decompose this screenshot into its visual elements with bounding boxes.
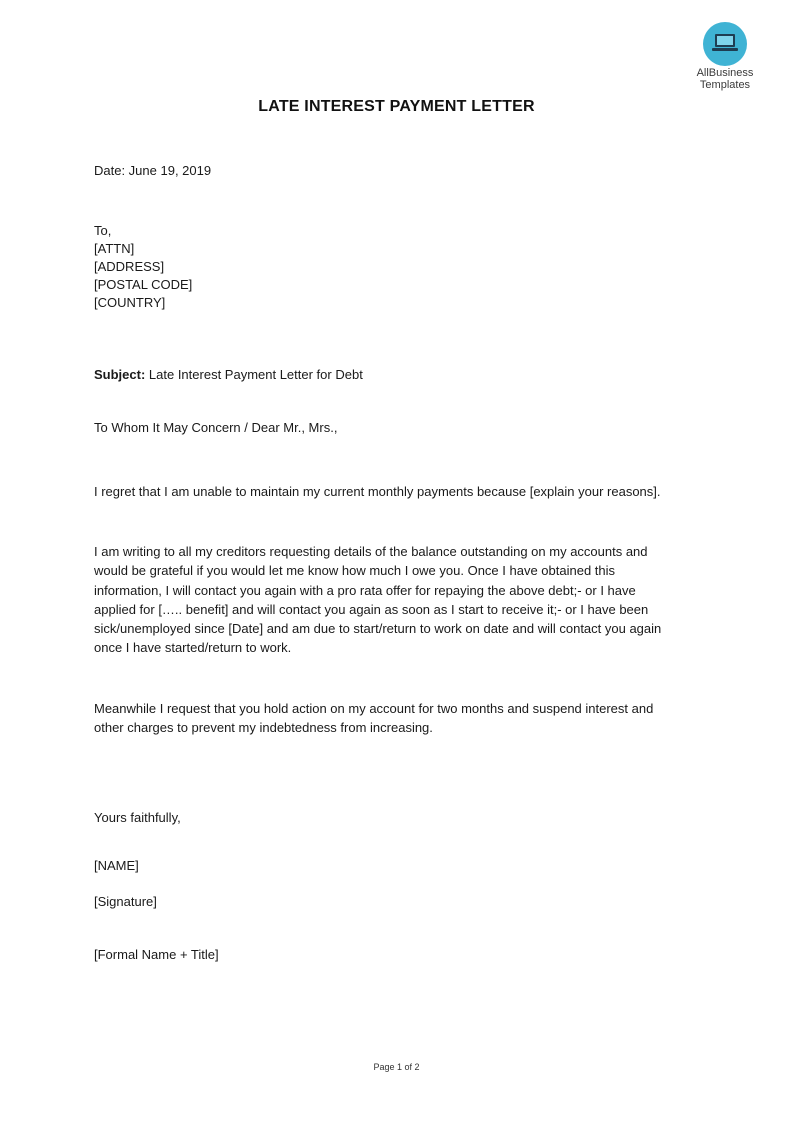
allbusiness-templates-logo — [690, 22, 760, 91]
signature-placeholder: [Signature] — [94, 894, 157, 909]
paragraph-2-line: information, I will contact you again with a pro rata offer for repaying the above debt;- or I have — [94, 582, 636, 598]
laptop-icon — [712, 33, 738, 53]
sender-name: [NAME] — [94, 858, 139, 873]
recipient-address: [ADDRESS] — [94, 259, 165, 274]
recipient-to: To, — [94, 223, 112, 238]
letter-date: Date: June 19, 2019 — [94, 163, 212, 178]
page-number: Page 1 of 2 — [373, 1062, 420, 1072]
paragraph-2-line: sick/unemployed since [Date] and am due to start/return to work on date and will contact you again — [94, 621, 662, 637]
subject-text: Late Interest Payment Letter for Debt — [145, 367, 363, 382]
paragraph-3-line: other charges to prevent my indebtedness from increasing. — [94, 720, 433, 736]
paragraph-3-line: Meanwhile I request that you hold action on my account for two months and suspend interest and — [94, 701, 654, 716]
logo-badge — [703, 22, 747, 66]
paragraph-2-line: would be grateful if you would let me know how much I owe you. Once I have obtained this — [94, 563, 616, 579]
recipient-postal-code: [POSTAL CODE] — [94, 277, 193, 292]
salutation: To Whom It May Concern / Dear Mr., Mrs., — [94, 420, 338, 435]
paragraph-2-line: applied for [….. benefit] and will contact you again as soon as I start to receive it;- or I have been — [94, 601, 649, 617]
paragraph-3 — [94, 699, 694, 738]
logo-text-line1: AllBusiness — [696, 67, 754, 79]
logo-text-line2: Templates — [699, 79, 751, 91]
closing: Yours faithfully, — [94, 810, 181, 825]
subject-line — [94, 365, 363, 384]
subject-label: Subject: — [94, 367, 146, 382]
recipient-country: [COUNTRY] — [94, 295, 166, 310]
document-title: LATE INTEREST PAYMENT LETTER — [258, 98, 535, 115]
paragraph-2-line: once I have started/return to work. — [94, 640, 292, 656]
paragraph-2-line: I am writing to all my creditors requesting details of the balance outstanding on my accounts and — [94, 544, 648, 559]
recipient-attn: [ATTN] — [94, 241, 135, 256]
paragraph-2 — [94, 542, 694, 658]
formal-name-title: [Formal Name + Title] — [94, 947, 219, 962]
paragraph-1: I regret that I am unable to maintain my current monthly payments because [explain your reasons]. — [94, 484, 661, 499]
